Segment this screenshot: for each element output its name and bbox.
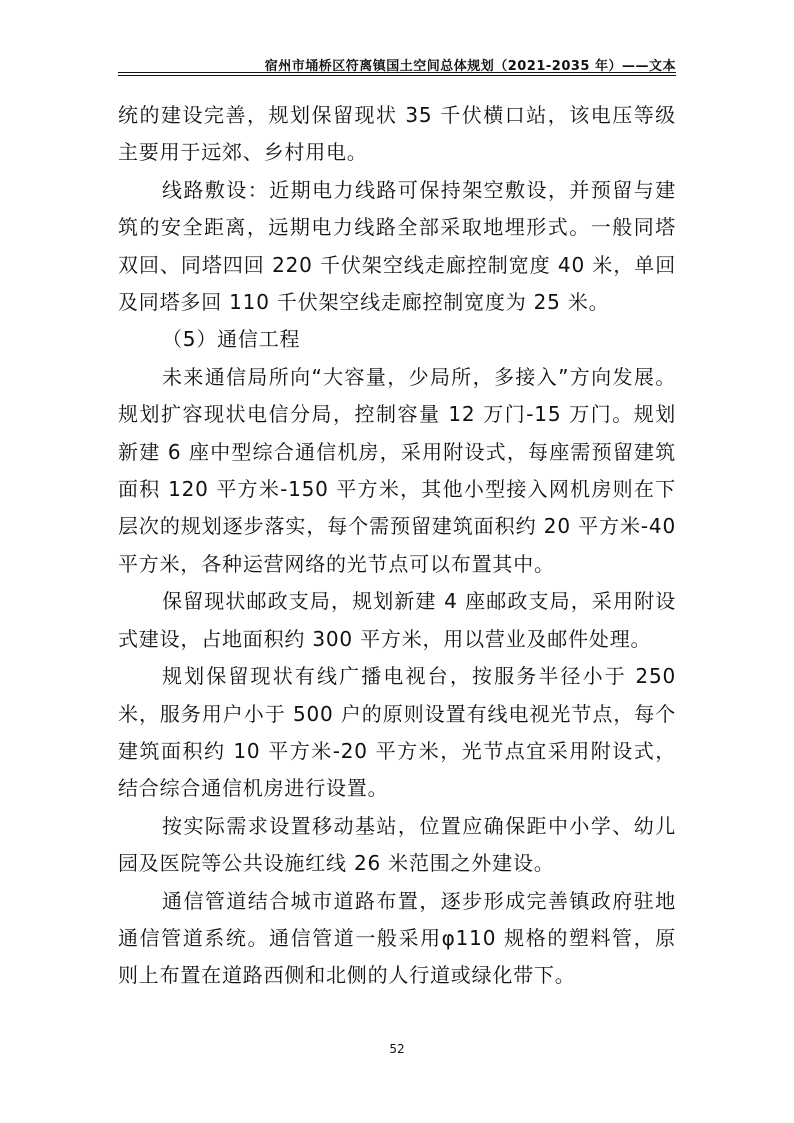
paragraph-postal: 保留现状邮政支局，规划新建 4 座邮政支局，采用附设式建设，占地面积约 300 平方米，用以营业及邮件处理。	[118, 589, 676, 651]
body-text	[118, 97, 676, 995]
paragraph-line-laying: 线路敷设：近期电力线路可保持架空敷设，并预留与建筑的安全距离，远期电力线路全部采取地埋形式。一般同塔双回、同塔四回 220 千伏架空线走廊控制宽度 40 米，单回及同塔多回 110 千伏架空线走廊控制宽度为 25 米。	[118, 177, 676, 315]
section-heading-telecom: （5）通信工程	[162, 327, 301, 352]
running-header: 宿州市埇桥区符离镇国土空间总体规划（2021-2035 年）——文本	[264, 59, 676, 74]
header-rule	[118, 72, 676, 73]
paragraph-continuation: 统的建设完善，规划保留现状 35 千伏横口站，该电压等级主要用于远郊、乡村用电。	[118, 103, 676, 165]
paragraph-telecom-bureau: 未来通信局所向“大容量，少局所，多接入”方向发展。规划扩容现状电信分局，控制容量 12 万门-15 万门。规划新建 6 座中型综合通信机房，采用附设式，每座需预留建筑面积 120 平方米-150 平方米，其他小型接入网机房则在下层次的规划逐步落实，每个需预留建筑面积约 20 平方米-40 平方米，各种运营网络的光节点可以布置其中。	[118, 364, 676, 576]
paragraph-mobile-station: 按实际需求设置移动基站，位置应确保距中小学、幼儿园及医院等公共设施红线 26 米范围之外建设。	[118, 813, 676, 876]
page-number: 52	[389, 1042, 405, 1056]
paragraph-cable-tv: 规划保留现状有线广播电视台，按服务半径小于 250 米，服务用户小于 500 户的原则设置有线电视光节点，每个建筑面积约 10 平方米-20 平方米，光节点宜采用附设式，结合综合通信机房进行设置。	[118, 664, 676, 801]
paragraph-telecom-pipeline: 通信管道结合城市道路布置，逐步形成完善镇政府驻地通信管道系统。通信管道一般采用φ110 规格的塑料管，原则上布置在道路西侧和北侧的人行道或绿化带下。	[118, 888, 676, 988]
header-rule-double	[118, 75, 676, 76]
